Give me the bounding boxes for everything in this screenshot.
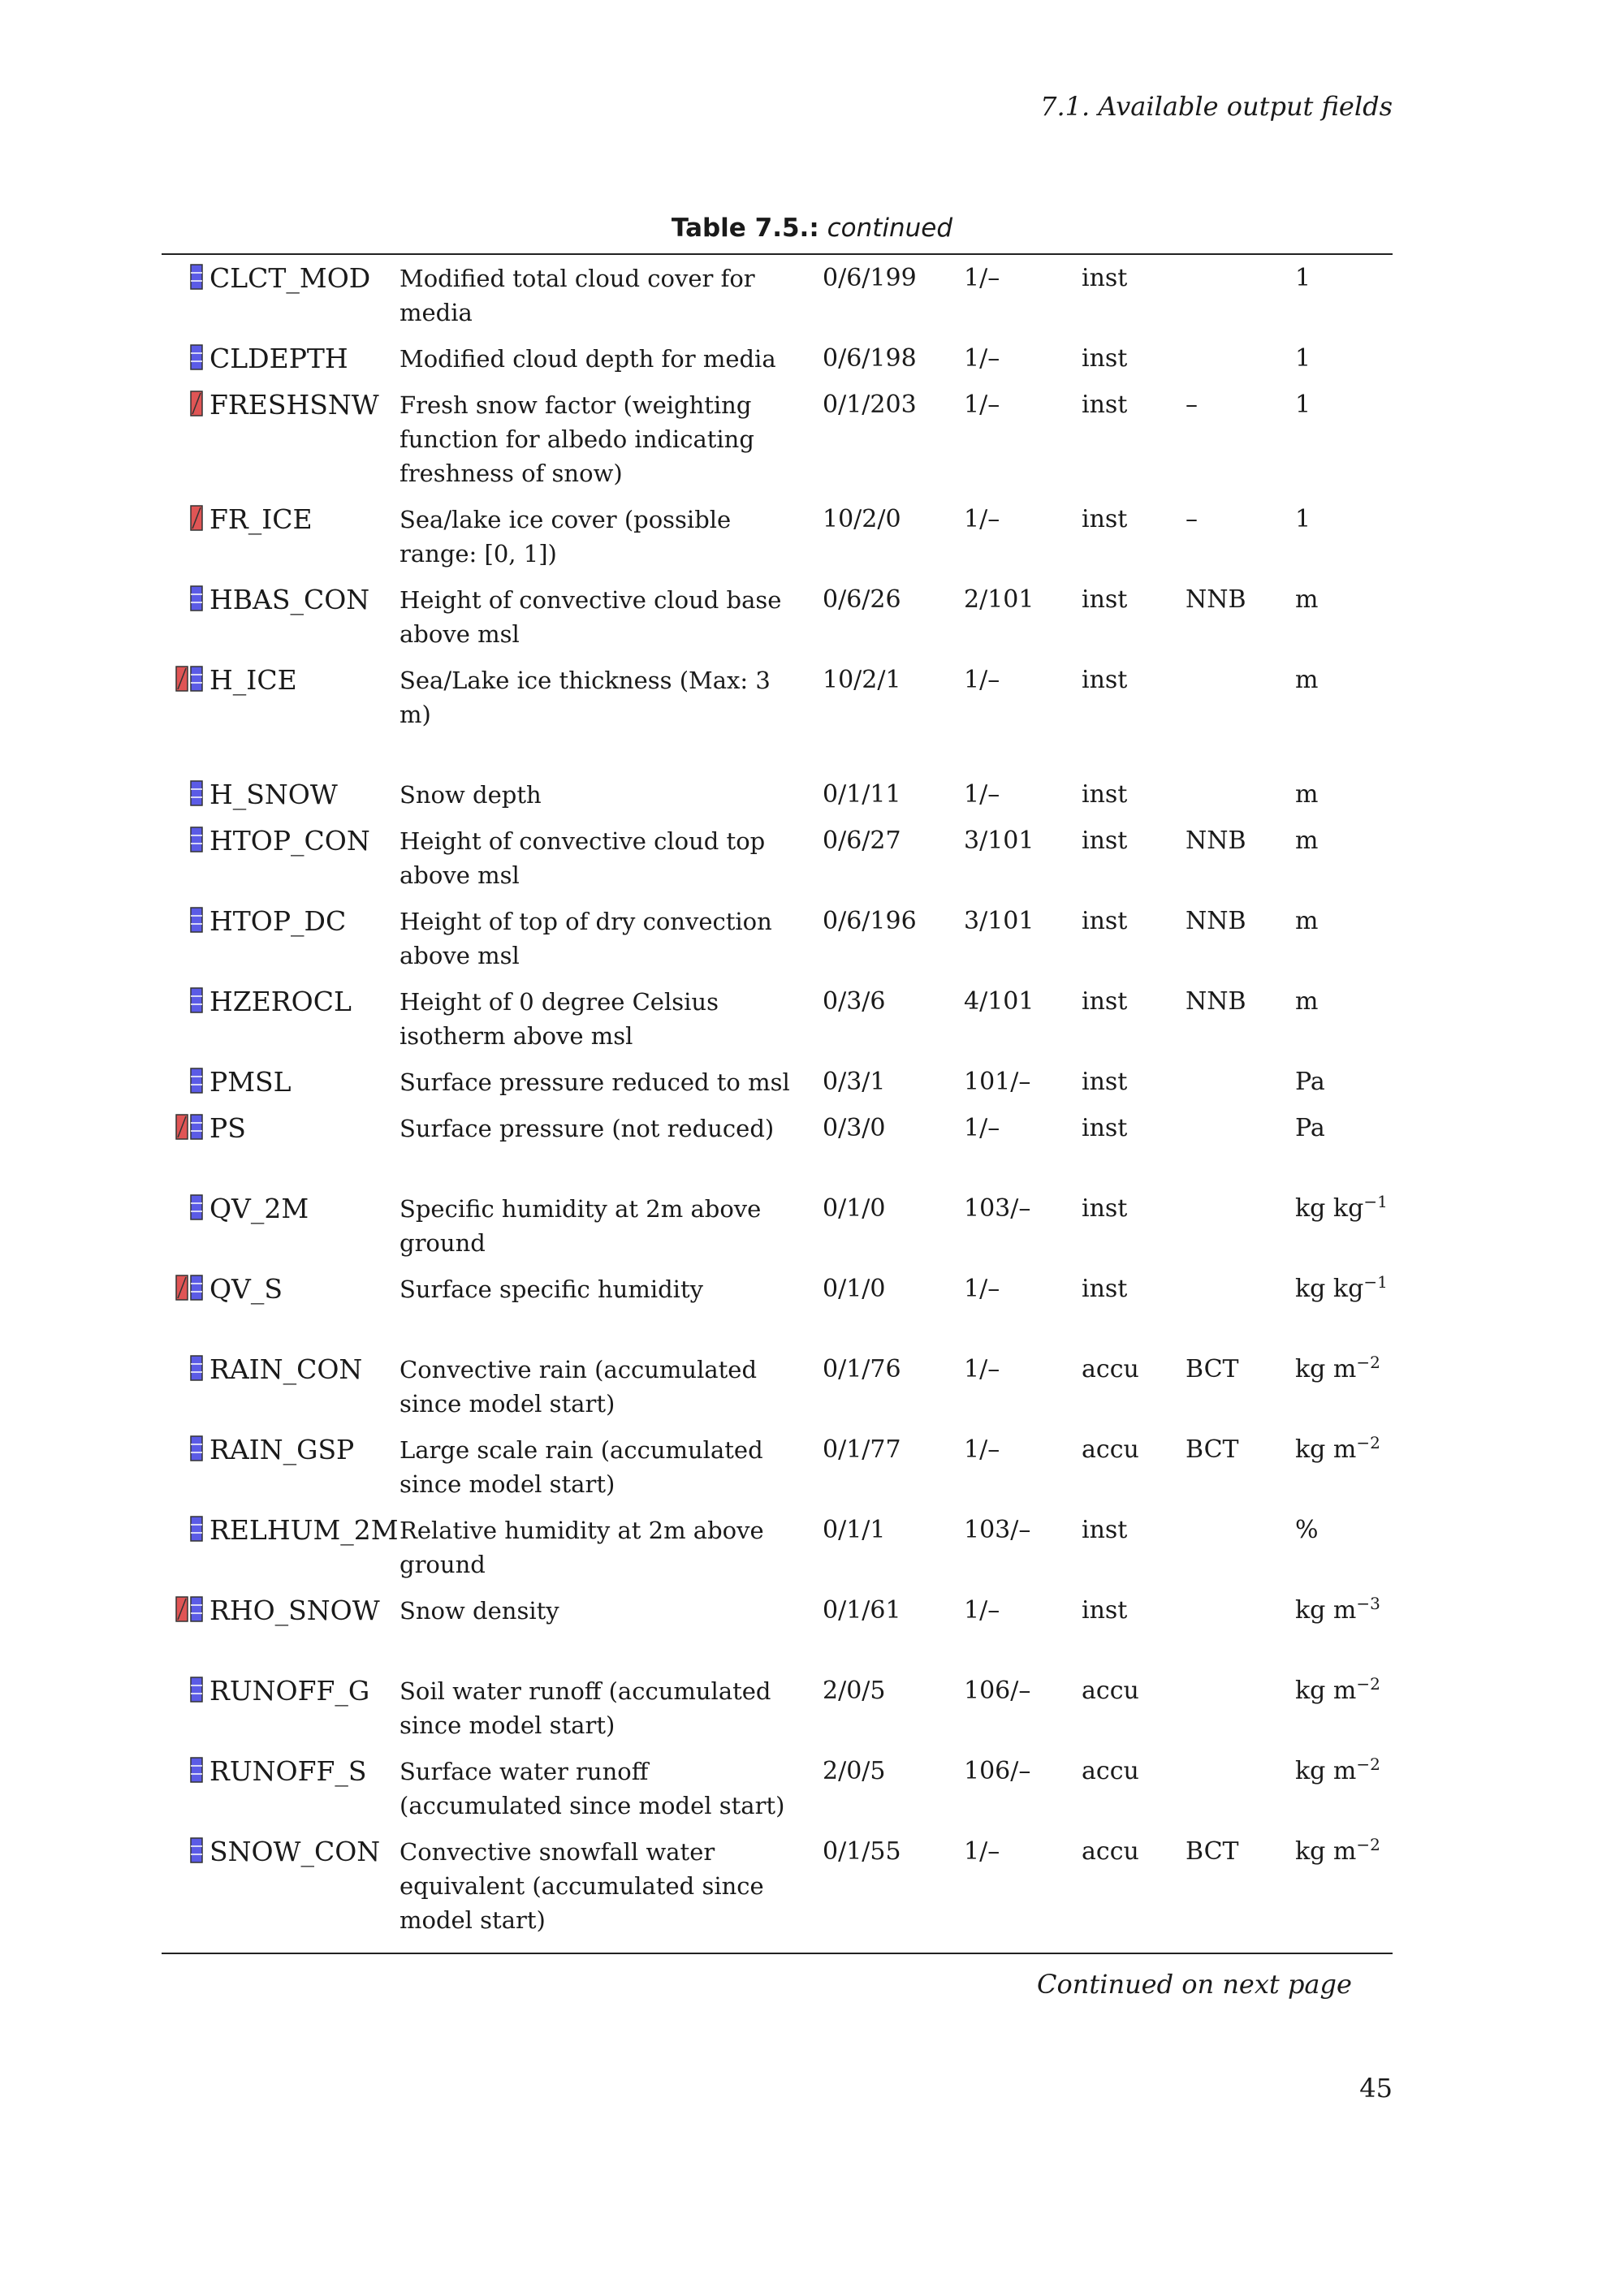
level-type: 1/– xyxy=(964,505,1000,533)
row-icons xyxy=(162,1065,209,1111)
blue-bar-icon xyxy=(190,666,203,692)
operation xyxy=(1186,1513,1295,1594)
table-row xyxy=(162,778,1393,824)
operation xyxy=(1186,1754,1295,1835)
unit-base: kg m xyxy=(1295,1596,1357,1625)
field-description: Specific humidity at 2m above ground xyxy=(400,1195,762,1257)
unit xyxy=(1295,1353,1393,1433)
level-type: 1/– xyxy=(964,1355,1000,1383)
field-description: Fresh snow factor (weighting function for albedo indicating freshness of snow) xyxy=(400,391,754,487)
unit-base: m xyxy=(1295,826,1319,855)
field-description: Height of top of dry convection above msl xyxy=(400,908,772,969)
field-name: FRESHSNW xyxy=(209,389,379,421)
field-name: HBAS_CON xyxy=(209,584,370,615)
level-type: 1/– xyxy=(964,391,1000,419)
level-type: 106/– xyxy=(964,1757,1031,1785)
unit xyxy=(1295,1272,1393,1353)
grib-code: 0/6/199 xyxy=(823,264,917,292)
level-type: 3/101 xyxy=(964,826,1034,855)
field-description: Large scale rain (accumulated since model start) xyxy=(400,1436,763,1498)
unit-base: kg m xyxy=(1295,1677,1357,1705)
grib-code: 0/1/11 xyxy=(823,780,901,809)
table-row xyxy=(162,1065,1393,1111)
field-name: RAIN_CON xyxy=(209,1353,363,1385)
grib-code: 0/6/198 xyxy=(823,344,917,373)
red-bar-icon xyxy=(175,1275,188,1301)
field-description: Sea/lake ice cover (possible range: [0, 1]) xyxy=(400,506,732,568)
row-icons xyxy=(162,1674,209,1754)
level-type: 2/101 xyxy=(964,585,1034,614)
level-type: 1/– xyxy=(964,1837,1000,1866)
row-icons xyxy=(162,388,209,503)
table-row xyxy=(162,1272,1393,1353)
unit xyxy=(1295,503,1393,583)
page-number: 45 xyxy=(1359,2073,1393,2104)
time-type: inst xyxy=(1082,1275,1128,1303)
operation: BCT xyxy=(1186,1355,1239,1383)
unit xyxy=(1295,342,1393,388)
blue-bar-icon xyxy=(190,1516,203,1542)
red-bar-icon xyxy=(175,1114,188,1140)
row-icons xyxy=(162,342,209,388)
row-icons xyxy=(162,1754,209,1835)
field-name: RHO_SNOW xyxy=(209,1595,380,1626)
operation xyxy=(1186,1111,1295,1192)
blue-bar-icon xyxy=(190,1757,203,1783)
time-type: inst xyxy=(1082,826,1128,855)
table-row xyxy=(162,1674,1393,1754)
grib-code: 0/3/1 xyxy=(823,1068,886,1096)
field-name: HZEROCL xyxy=(209,986,352,1017)
grib-code: 0/6/26 xyxy=(823,585,901,614)
time-type: inst xyxy=(1082,264,1128,292)
time-type: inst xyxy=(1082,1516,1128,1544)
level-type: 1/– xyxy=(964,1114,1000,1142)
row-icons xyxy=(162,1111,209,1192)
grib-code: 0/3/6 xyxy=(823,987,886,1016)
grib-code: 0/1/76 xyxy=(823,1355,901,1383)
running-header: 7.1. Available output fields xyxy=(1040,91,1393,122)
field-name: PMSL xyxy=(209,1066,292,1098)
table-row xyxy=(162,1353,1393,1433)
blue-bar-icon xyxy=(190,907,203,933)
unit xyxy=(1295,1594,1393,1674)
field-description: Convective snowfall water equivalent (accumulated since model start) xyxy=(400,1838,764,1934)
unit-base: Pa xyxy=(1295,1114,1325,1142)
field-name: QV_2M xyxy=(209,1193,309,1224)
field-name: HTOP_DC xyxy=(209,905,347,937)
level-type: 1/– xyxy=(964,1275,1000,1303)
operation: NNB xyxy=(1186,585,1246,614)
operation xyxy=(1186,342,1295,388)
row-icons xyxy=(162,985,209,1065)
operation xyxy=(1186,261,1295,342)
caption-suffix: continued xyxy=(827,214,953,243)
field-name: RAIN_GSP xyxy=(209,1434,355,1465)
field-description: Surface water runoff (accumulated since model start) xyxy=(400,1758,785,1819)
unit xyxy=(1295,663,1393,778)
row-icons xyxy=(162,1594,209,1674)
level-type: 4/101 xyxy=(964,987,1034,1016)
table-row xyxy=(162,904,1393,985)
unit xyxy=(1295,1835,1393,1949)
unit xyxy=(1295,1674,1393,1754)
row-icons xyxy=(162,778,209,824)
operation: NNB xyxy=(1186,826,1246,855)
grib-code: 0/1/61 xyxy=(823,1596,901,1625)
time-type: accu xyxy=(1082,1355,1139,1383)
table-row xyxy=(162,261,1393,342)
row-icons xyxy=(162,1192,209,1272)
level-type: 1/– xyxy=(964,1596,1000,1625)
blue-bar-icon xyxy=(190,1677,203,1703)
grib-code: 0/1/77 xyxy=(823,1435,901,1464)
field-description: Soil water runoff (accumulated since model start) xyxy=(400,1677,771,1739)
time-type: inst xyxy=(1082,1194,1128,1223)
field-name: RUNOFF_S xyxy=(209,1755,367,1787)
time-type: inst xyxy=(1082,987,1128,1016)
row-icons xyxy=(162,663,209,778)
field-name: H_ICE xyxy=(209,664,297,696)
unit-base: 1 xyxy=(1295,391,1311,419)
table-top-rule xyxy=(162,253,1393,255)
operation xyxy=(1186,1272,1295,1353)
field-description: Relative humidity at 2m above ground xyxy=(400,1517,764,1578)
operation xyxy=(1186,663,1295,778)
unit-base: 1 xyxy=(1295,344,1311,373)
unit xyxy=(1295,388,1393,503)
blue-bar-icon xyxy=(190,1194,203,1220)
red-bar-icon xyxy=(190,505,203,531)
unit xyxy=(1295,583,1393,663)
grib-code: 10/2/0 xyxy=(823,505,901,533)
row-icons xyxy=(162,1272,209,1353)
blue-bar-icon xyxy=(190,1355,203,1381)
unit-exponent: −2 xyxy=(1356,1433,1380,1452)
unit xyxy=(1295,1192,1393,1272)
operation xyxy=(1186,1192,1295,1272)
row-icons xyxy=(162,503,209,583)
unit xyxy=(1295,1754,1393,1835)
field-name: CLDEPTH xyxy=(209,343,348,374)
row-icons xyxy=(162,824,209,904)
unit xyxy=(1295,778,1393,824)
blue-bar-icon xyxy=(190,1435,203,1461)
table-row xyxy=(162,1192,1393,1272)
row-icons xyxy=(162,1353,209,1433)
unit xyxy=(1295,985,1393,1065)
time-type: inst xyxy=(1082,585,1128,614)
operation xyxy=(1186,1594,1295,1674)
field-description: Snow depth xyxy=(400,781,542,809)
field-description: Snow density xyxy=(400,1597,559,1625)
table-row xyxy=(162,1513,1393,1594)
field-description: Surface specific humidity xyxy=(400,1275,703,1303)
unit-exponent: −2 xyxy=(1356,1835,1380,1854)
field-name: H_SNOW xyxy=(209,779,338,810)
operation: – xyxy=(1186,505,1198,533)
unit-base: kg kg xyxy=(1295,1275,1364,1303)
field-name: HTOP_CON xyxy=(209,825,370,857)
table-row xyxy=(162,663,1393,778)
unit-exponent: −2 xyxy=(1356,1353,1380,1372)
field-name: QV_S xyxy=(209,1273,283,1305)
table-row xyxy=(162,1835,1393,1949)
table-bottom-rule xyxy=(162,1953,1393,1954)
level-type: 3/101 xyxy=(964,907,1034,935)
blue-bar-icon xyxy=(190,264,203,290)
field-description: Modified cloud depth for media xyxy=(400,345,776,373)
level-type: 1/– xyxy=(964,780,1000,809)
grib-code: 2/0/5 xyxy=(823,1677,886,1705)
unit-base: m xyxy=(1295,907,1319,935)
grib-code: 10/2/1 xyxy=(823,666,901,694)
blue-bar-icon xyxy=(190,1114,203,1140)
unit-base: m xyxy=(1295,666,1319,694)
field-name: PS xyxy=(209,1112,246,1144)
field-description: Convective rain (accumulated since model start) xyxy=(400,1356,758,1418)
unit-base: kg m xyxy=(1295,1435,1357,1464)
unit-base: 1 xyxy=(1295,264,1311,292)
grib-code: 0/1/0 xyxy=(823,1194,886,1223)
table-row xyxy=(162,1111,1393,1192)
level-type: 103/– xyxy=(964,1516,1031,1544)
row-icons xyxy=(162,583,209,663)
field-description: Surface pressure (not reduced) xyxy=(400,1115,775,1142)
unit-base: kg m xyxy=(1295,1355,1357,1383)
time-type: inst xyxy=(1082,505,1128,533)
unit-exponent: −1 xyxy=(1363,1272,1388,1292)
time-type: inst xyxy=(1082,780,1128,809)
level-type: 1/– xyxy=(964,344,1000,373)
field-description: Height of convective cloud top above msl xyxy=(400,827,766,889)
field-description: Surface pressure reduced to msl xyxy=(400,1068,790,1096)
time-type: inst xyxy=(1082,1068,1128,1096)
table-row xyxy=(162,985,1393,1065)
row-icons xyxy=(162,1835,209,1949)
time-type: inst xyxy=(1082,1114,1128,1142)
table-row xyxy=(162,1754,1393,1835)
unit xyxy=(1295,261,1393,342)
operation xyxy=(1186,778,1295,824)
level-type: 1/– xyxy=(964,264,1000,292)
time-type: accu xyxy=(1082,1435,1139,1464)
time-type: accu xyxy=(1082,1757,1139,1785)
field-name: RUNOFF_G xyxy=(209,1675,370,1707)
table-caption xyxy=(0,214,1624,243)
operation: NNB xyxy=(1186,907,1246,935)
grib-code: 2/0/5 xyxy=(823,1757,886,1785)
caption-label: Table 7.5.: xyxy=(671,214,819,243)
operation xyxy=(1186,1674,1295,1754)
operation: BCT xyxy=(1186,1435,1239,1464)
output-fields-table xyxy=(162,261,1393,1949)
operation: BCT xyxy=(1186,1837,1239,1866)
table-row xyxy=(162,388,1393,503)
grib-code: 0/1/0 xyxy=(823,1275,886,1303)
grib-code: 0/1/55 xyxy=(823,1837,901,1866)
unit xyxy=(1295,824,1393,904)
grib-code: 0/3/0 xyxy=(823,1114,886,1142)
blue-bar-icon xyxy=(190,344,203,370)
unit-exponent: −2 xyxy=(1356,1674,1380,1694)
blue-bar-icon xyxy=(190,826,203,852)
table-row xyxy=(162,583,1393,663)
operation: NNB xyxy=(1186,987,1246,1016)
table-row xyxy=(162,503,1393,583)
unit-base: kg m xyxy=(1295,1757,1357,1785)
table-row xyxy=(162,342,1393,388)
unit xyxy=(1295,1065,1393,1111)
table-row xyxy=(162,1594,1393,1674)
field-description: Sea/Lake ice thickness (Max: 3 m) xyxy=(400,667,771,728)
field-name: CLCT_MOD xyxy=(209,262,371,294)
time-type: inst xyxy=(1082,391,1128,419)
unit-base: m xyxy=(1295,585,1319,614)
grib-code: 0/6/196 xyxy=(823,907,917,935)
grib-code: 0/6/27 xyxy=(823,826,901,855)
level-type: 106/– xyxy=(964,1677,1031,1705)
unit-base: 1 xyxy=(1295,505,1311,533)
time-type: accu xyxy=(1082,1837,1139,1866)
level-type: 103/– xyxy=(964,1194,1031,1223)
row-icons xyxy=(162,1433,209,1513)
field-description: Height of convective cloud base above msl xyxy=(400,586,782,648)
level-type: 1/– xyxy=(964,1435,1000,1464)
unit-base: kg kg xyxy=(1295,1194,1364,1223)
level-type: 1/– xyxy=(964,666,1000,694)
table-row xyxy=(162,1433,1393,1513)
unit xyxy=(1295,1433,1393,1513)
field-description: Modified total cloud cover for media xyxy=(400,265,755,326)
field-name: RELHUM_2M xyxy=(209,1514,399,1546)
time-type: accu xyxy=(1082,1677,1139,1705)
operation: – xyxy=(1186,391,1198,419)
table-row xyxy=(162,824,1393,904)
field-description: Height of 0 degree Celsius isotherm above msl xyxy=(400,988,719,1050)
unit xyxy=(1295,1111,1393,1192)
grib-code: 0/1/1 xyxy=(823,1516,886,1544)
unit xyxy=(1295,904,1393,985)
unit-base: Pa xyxy=(1295,1068,1325,1096)
row-icons xyxy=(162,904,209,985)
red-bar-icon xyxy=(175,1596,188,1622)
row-icons xyxy=(162,261,209,342)
level-type: 101/– xyxy=(964,1068,1031,1096)
operation xyxy=(1186,1065,1295,1111)
field-name: SNOW_CON xyxy=(209,1836,381,1867)
unit-base: m xyxy=(1295,780,1319,809)
grib-code: 0/1/203 xyxy=(823,391,917,419)
unit-base: kg m xyxy=(1295,1837,1357,1866)
blue-bar-icon xyxy=(190,1068,203,1094)
time-type: inst xyxy=(1082,1596,1128,1625)
unit-exponent: −3 xyxy=(1356,1594,1380,1613)
blue-bar-icon xyxy=(190,1596,203,1622)
unit-base: m xyxy=(1295,987,1319,1016)
unit xyxy=(1295,1513,1393,1594)
blue-bar-icon xyxy=(190,1275,203,1301)
blue-bar-icon xyxy=(190,987,203,1013)
field-name: FR_ICE xyxy=(209,503,313,535)
blue-bar-icon xyxy=(190,1837,203,1863)
time-type: inst xyxy=(1082,666,1128,694)
continued-note: Continued on next page xyxy=(1037,1969,1352,2000)
time-type: inst xyxy=(1082,344,1128,373)
row-icons xyxy=(162,1513,209,1594)
unit-exponent: −2 xyxy=(1356,1754,1380,1774)
red-bar-icon xyxy=(175,666,188,692)
time-type: inst xyxy=(1082,907,1128,935)
unit-base: % xyxy=(1295,1516,1319,1544)
unit-exponent: −1 xyxy=(1363,1192,1388,1211)
blue-bar-icon xyxy=(190,585,203,611)
blue-bar-icon xyxy=(190,780,203,806)
red-bar-icon xyxy=(190,391,203,416)
